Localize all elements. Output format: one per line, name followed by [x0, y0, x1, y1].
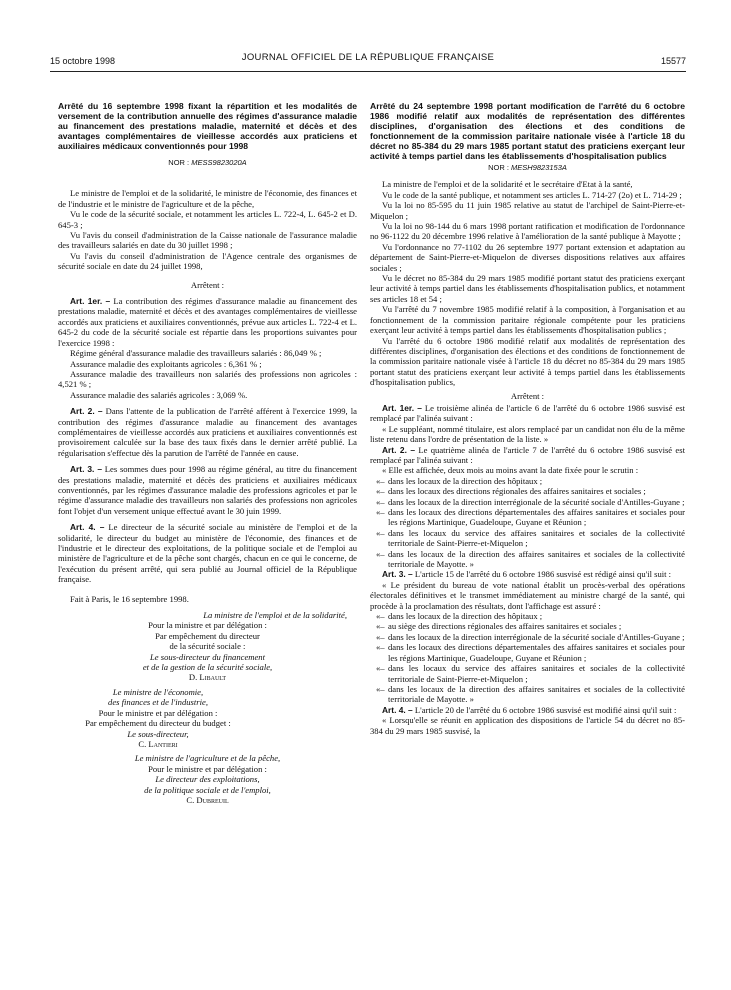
paragraph: Vu l'avis du conseil d'administration de l'Agence centrale des organismes de sécurité sociale en date du 24 juillet 1998,: [58, 250, 357, 272]
list-item: «– au siège des directions régionales des affaires sanitaires et sociales ;: [370, 621, 685, 631]
list-item: «– dans les locaux de la direction des affaires sanitaires et sociales de la collectivité territoriale de Mayotte. »: [370, 684, 685, 705]
journal-title: JOURNAL OFFICIEL DE LA RÉPUBLIQUE FRANÇAISE: [241, 52, 495, 63]
paragraph: Vu le code de la sécurité sociale, et notamment les articles L. 722-4, L. 645-2 et D. 645-3 ;: [58, 209, 357, 230]
list-item: «– dans les locaux des directions régionales des affaires sanitaires et sociales ;: [370, 486, 685, 496]
header-rule: [50, 71, 686, 72]
paragraph: Vu la loi no 98-144 du 6 mars 1998 portant ratification et modification de l'ordonnance no 96-1122 du 20 décembre 1996 relative à l'amélioration de la santé publique à Mayotte ;: [370, 221, 685, 242]
paragraph: Vu l'arrêté du 6 octobre 1986 modifié relatif aux modalités de représentation des différentes disciplines, d'organisation des élections et des conditions de fonctionnement de la commission paritaire nationale visée à l'article 18 du décret no 85-384 du 29 mars 1985 portant statut des praticiens exerçant leur activité à temps partiel dans les établissements d'hospitalisation publics,: [370, 335, 685, 388]
signature-date: Fait à Paris, le 16 septembre 1998.: [70, 593, 189, 604]
paragraph: Vu le décret no 85-384 du 29 mars 1985 modifié portant statut des praticiens exerçant leur activité à temps partiel dans les établissements d'hospitalisation publics, et notamment ses articles 18 et 54 ;: [370, 273, 685, 304]
paragraph: Vu l'ordonnance no 77-1102 du 26 septembre 1977 portant extension et adaptation au département de Saint-Pierre-et-Miquelon de diverses dispositions relatives aux affaires sociales ;: [370, 241, 685, 273]
nor-reference: NOR : MESH9823153A: [488, 163, 567, 172]
page-header: [50, 50, 686, 68]
list-item: «– dans les locaux de la direction interrégionale de la sécurité sociale d'Antilles-Guyane ;: [370, 497, 685, 507]
paragraph: Vu la loi no 85-595 du 11 juin 1985 relative au statut de l'archipel de Saint-Pierre-et-Miquelon ;: [370, 200, 685, 221]
article-1: Art. 1er. – Le troisième alinéa de l'article 6 de l'arrêté du 6 octobre 1986 susvisé est remplacé par l'alinéa suivant :: [370, 402, 685, 424]
quote: « Lorsqu'elle se réunit en application des dispositions de l'article 54 du décret no 85-384 du 29 mars 1985 susvisé, la: [370, 715, 685, 736]
decree-title: Arrêté du 24 septembre 1998 portant modification de l'arrêté du 6 octobre 1986 modifié relatif aux modalités de représentation des différentes disciplines, d'organisation des élections et des conditions de fonctionnement de la commission paritaire nationale visée à l'article 18 du décret no 85-384 du 29 mars 1985 portant statut des praticiens exerçant leur activité à temps partiel dans les établissements d'hospitalisation publics: [370, 101, 685, 161]
list-item: «– dans les locaux du service des affaires sanitaires et sociales de la collectivité territoriale de Saint-Pierre-et-Miquelon ;: [370, 528, 685, 549]
list-item: «– dans les locaux de la direction des affaires sanitaires et sociales de la collectivité territoriale de Mayotte. »: [370, 549, 685, 570]
quote: « Elle est affichée, deux mois au moins avant la date fixée pour le scrutin :: [382, 465, 639, 476]
article-2: Art. 2. – Dans l'attente de la publication de l'arrêté afférent à l'exercice 1999, la contribution des régimes d'assurance maladie au financement des avantages complémentaires de vieillesse accordés aux praticiens et auxiliaires conventionnés est provisoirement calculée sur la base des taux fixés dans le dernier arrêté publié. La régularisation s'effectue dès la parution de l'arrêté de l'année en cause.: [58, 406, 357, 458]
quote: « Le président du bureau de vote national établit un procès-verbal des opérations électorales définitives et le transmet immédiatement au ministre chargé de la santé, qui procède à la proclamation des résultats, dont l'affichage est assuré :: [370, 579, 685, 611]
list-item: «– dans les locaux des directions départementales des affaires sanitaires et sociales pour les régions Martinique, Guadeloupe, Guyane et Réunion ;: [370, 507, 685, 528]
page-number: 15577: [660, 56, 686, 66]
left-column: [58, 101, 357, 805]
signature-block-1: La ministre de l'emploi et de la solidarité, Pour la ministre et par délégation : Par empêchement du directeur de la sécurité sociale : Le sous-directeur du financement et de la gestion de la sécurité sociale, D. Libault: [142, 610, 347, 683]
rate-line: Régime général d'assurance maladie des travailleurs salariés : 86,049 % ;: [70, 348, 322, 359]
rate-line: Assurance maladie des exploitants agricoles : 6,361 % ;: [70, 358, 262, 369]
paragraph: Vu l'arrêté du 7 novembre 1985 modifié relatif à la composition, à l'organisation et au fonctionnement de la commission paritaire régionale compétente pour les praticiens exerçant leur activité à temps partiel dans les établissements d'hospitalisation publics ;: [370, 304, 685, 336]
arretent-heading: Arrêtent :: [190, 279, 225, 290]
quote: « Le suppléant, nommé titulaire, est alors remplacé par un candidat non élu de la même liste retenu dans l'ordre de présentation de la liste. »: [370, 423, 685, 445]
paragraph: Vu l'avis du conseil d'administration de la Caisse nationale de l'assurance maladie des travailleurs salariés en date du 30 juillet 1998 ;: [58, 230, 357, 251]
article-4: Art. 4. – Le directeur de la sécurité sociale au ministère de l'emploi et de la solidarité, le directeur du budget au ministère de l'économie, des finances et de l'industrie et le directeur des exploitations, de la politique sociale et de l'emploi au ministère de l'agriculture et de la pêche sont chargés, chacun en ce qui le concerne, de l'exécution du présent arrêté, qui sera publié au Journal officiel de la République française.: [58, 522, 358, 585]
list-item: «– dans les locaux de la direction des hôpitaux ;: [370, 611, 685, 621]
paragraph: La ministre de l'emploi et de la solidarité et le secrétaire d'Etat à la santé,: [382, 179, 633, 190]
rate-line: Assurance maladie des salariés agricoles : 3,069 %.: [70, 389, 248, 400]
article-3: Art. 3. – Les sommes dues pour 1998 au régime général, au titre du financement des prestations maladie, maternité et décès des praticiens et auxiliaires médicaux conventionnés, par les régimes d'assurance maladie des professions agricoles et par le régime d'assurance maladie des travailleurs non salariés des professions non agricoles font l'objet d'un versement unique effectué avant le 30 juin 1999.: [58, 464, 357, 516]
signature-block-3: Le ministre de l'agriculture et de la pêche, Pour le ministre et par délégation : Le directeur des exploitations, de la politique sociale et de l'emploi, C. Dubreuil: [134, 753, 281, 805]
nor-reference: NOR : MESS9823020A: [168, 158, 247, 167]
article-3: Art. 3. – L'article 15 de l'arrêté du 6 octobre 1986 susvisé est rédigé ainsi qu'il suit :: [382, 569, 672, 580]
decree-title: Arrêté du 16 septembre 1998 fixant la répartition et les modalités de versement de la contribution annuelle des régimes d'assurance maladie au financement des prestations maladie, maternité et décès et des avantages complémentaires de vieillesse accordés aux praticiens et auxiliaires médicaux conventionnés pour 1998: [58, 101, 357, 151]
list-item: «– dans les locaux de la direction interrégionale de la sécurité sociale d'Antilles-Guyane ;: [370, 632, 685, 642]
list-item: «– dans les locaux des directions départementales des affaires sanitaires et sociales pour les régions Martinique, Guadeloupe, Guyane et Réunion ;: [370, 642, 685, 663]
list-item: «– dans les locaux du service des affaires sanitaires et sociales de la collectivité territoriale de Saint-Pierre-et-Miquelon ;: [370, 663, 685, 684]
right-column: [370, 101, 685, 736]
paragraph: Vu le code de la santé publique, et notamment ses articles L. 714-27 (2o) et L. 714-29 ;: [382, 189, 682, 200]
list-item: «– dans les locaux de la direction des hôpitaux ;: [370, 476, 685, 486]
rate-line: Assurance maladie des travailleurs non salariés des professions non agricoles : 4,521 % ;: [58, 368, 357, 390]
signature-block-2: Le ministre de l'économie, des finances et de l'industrie, Pour le ministre et par délégation : Par empêchement du directeur du budget : Le sous-directeur, C. Lantieri: [85, 686, 231, 749]
paragraph: Le ministre de l'emploi et de la solidarité, le ministre de l'économie, des finances et de l'industrie et le ministre de l'agriculture et de la pêche,: [58, 188, 357, 209]
article-2: Art. 2. – Le quatrième alinéa de l'article 7 de l'arrêté du 6 octobre 1986 susvisé est remplacé par l'alinéa suivant :: [370, 444, 685, 465]
arretent-heading: Arrêtent :: [510, 390, 545, 401]
article-4: Art. 4. – L'article 20 de l'arrêté du 6 octobre 1986 susvisé est modifié ainsi qu'il suit :: [382, 704, 677, 715]
article-1: Art. 1er. – La contribution des régimes d'assurance maladie au financement des prestations maladie, maternité et décès et des avantages complémentaires de vieillesse accordés aux praticiens et auxiliaires conventionnés, prévue aux articles L. 722-4 et L. 645-2 du code de la sécurité sociale est répartie dans les proportions suivantes pour l'exercice 1998 :: [58, 296, 357, 348]
issue-date: 15 octobre 1998: [50, 56, 116, 66]
